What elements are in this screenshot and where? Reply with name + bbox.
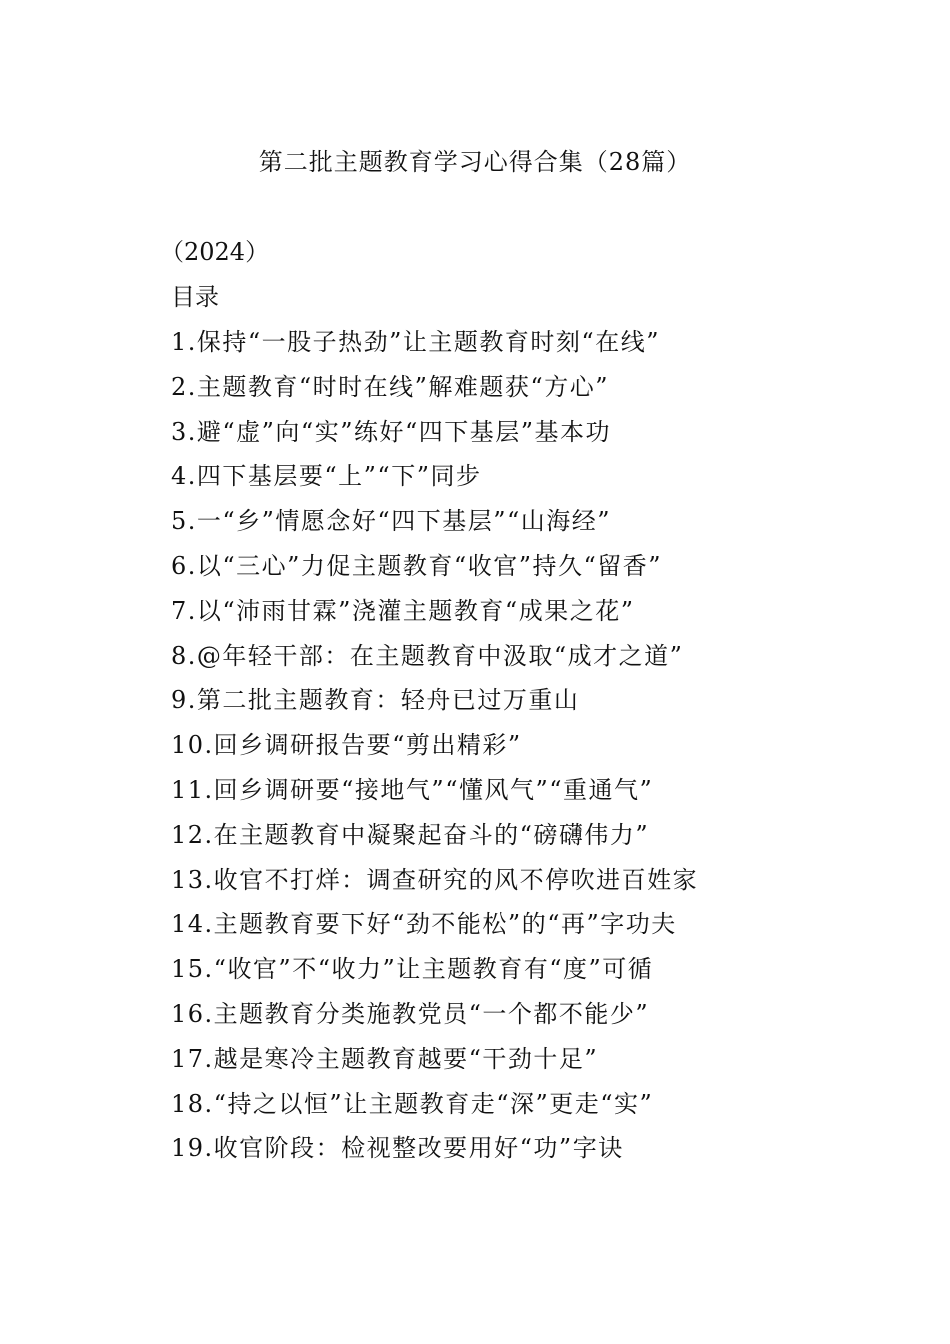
toc-item: 14.主题教育要下好“劲不能松”的“再”字功夫 [171,910,677,939]
toc-item: 1.保持“一股子热劲”让主题教育时刻“在线” [171,328,660,356]
toc-item: 11.回乡调研要“接地气”“懂风气”“重通气” [171,775,654,804]
toc-item: 8.@年轻干部：在主题教育中汲取“成才之道” [171,641,684,670]
document-year: （2024） [160,238,270,266]
toc-item: 13.收官不打烊：调查研究的风不停吹进百姓家 [171,865,699,894]
toc-item: 2.主题教育“时时在线”解难题获“方心” [171,372,609,401]
toc-item: 17.越是寒冷主题教育越要“干劲十足” [171,1044,599,1073]
toc-item: 5.一“乡”情愿念好“四下基层”“山海经” [171,507,612,536]
toc-item: 7.以“沛雨甘霖”浇灌主题教育“成果之花” [171,596,635,625]
toc-item: 19.收官阶段：检视整改要用好“功”字诀 [171,1134,624,1163]
toc-heading: 目录 [171,283,219,311]
toc-item: 16.主题教育分类施教党员“一个都不能少” [171,999,650,1028]
toc-item: 9.第二批主题教育：轻舟已过万重山 [171,686,580,715]
toc-item: 10.回乡调研报告要“剪出精彩” [171,731,522,760]
toc-item: 12.在主题教育中凝聚起奋斗的“磅礴伟力” [171,820,650,849]
table-of-contents [171,322,698,1173]
document-title: 第二批主题教育学习心得合集（28篇） [258,148,692,176]
toc-item: 15.“收官”不“收力”让主题教育有“度”可循 [171,955,654,984]
toc-item: 4.四下基层要“上”“下”同步 [171,462,482,491]
toc-item: 6.以“三心”力促主题教育“收官”持久“留香” [171,551,663,580]
toc-item: 18.“持之以恒”让主题教育走“深”更走“实” [171,1089,654,1118]
toc-item: 3.避“虚”向“实”练好“四下基层”基本功 [171,417,612,446]
